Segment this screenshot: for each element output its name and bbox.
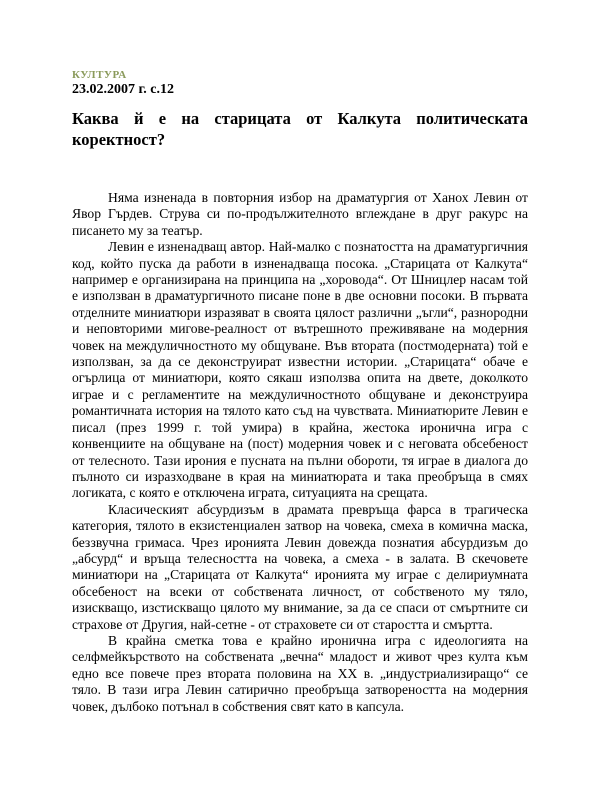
paragraph: Няма изненада в повторния избор на драматургия от Ханох Левин от Явор Гърдев. Струва си по-продължителното вглеждане в друг ракурс на писането му за театър. [72,190,528,238]
dateline: 23.02.2007 г. с.12 [72,82,174,97]
article-page [72,68,528,715]
article-headline: Каква й е на старицата от Калкута политическата коректност? [72,109,528,149]
article-body [72,190,528,715]
paragraph: В крайна сметка това е крайно иронична игра с идеологията на селфмейкърството на собствената „вечна“ младост и живот чрез култа към едно все повече през втората половина на ХХ в. „индустриализиращо“ се тяло. В тази игра Левин сатирично преобръща затвореността на модерния човек, дълбоко потънал в собствения свят като в капсула. [72,632,528,714]
paragraph: Класическият абсурдизъм в драмата превръща фарса в трагическа категория, тялото в екзистенциален затвор на човека, смеха в комична маска, беззвучна гримаса. Чрез иронията Левин довежда познатия абсурдизъм до „абсурд“ и връща телесността на човека, а смеха - в залата. В скечовете миниатюри на „Старицата от Калкута“ иронията му играе с делириумната обсебеност на всеки от собствената личност, от собственото му тяло, изискващо, изстискващо цялото му внимание, за да се спаси от смъртните си страхове от Другия, най-сетне - от страховете си от старостта и смъртта. [72,501,528,632]
source-masthead: КУЛТУРА [72,69,127,81]
paragraph: Левин е изненадващ автор. Най-малко с познатостта на драматургичния код, който пуска да работи в изненадваща посока. „Старицата от Калкута“ например е организирана на принципа на „хоровода“. От Шницлер насам той е използван в драматургичното писане поне в две основни посоки. В първата отделните миниатюри изразяват в своята цялост различни „ъгли“, разнородни и неповторими мигове-реалност от вътрешното преживяване на модерния човек на междуличностното му общуване. Във втората (постмодерната) той е използван, за да се деконструират известни истории. „Старицата“ обаче е огърлица от миниатюри, която сякаш използва опита на двете, доколкото играе и с регламентите на междуличностното общуване и деконструира романтичната история на тялото като съд на чувствата. Миниатюрите Левин е писал (през 1999 г. той умира) в крайна, жестока иронична игра с конвенциите на общуване на (пост) модерния човек и с неговата обсебеност от телесното. Тази ирония е пусната на пълни обороти, тя играе в диалога до пълното си изразходване в края на миниатюрата и така преобръща в смях логиката, с която е отключена играта, ситуацията на срещата. [72,239,528,501]
